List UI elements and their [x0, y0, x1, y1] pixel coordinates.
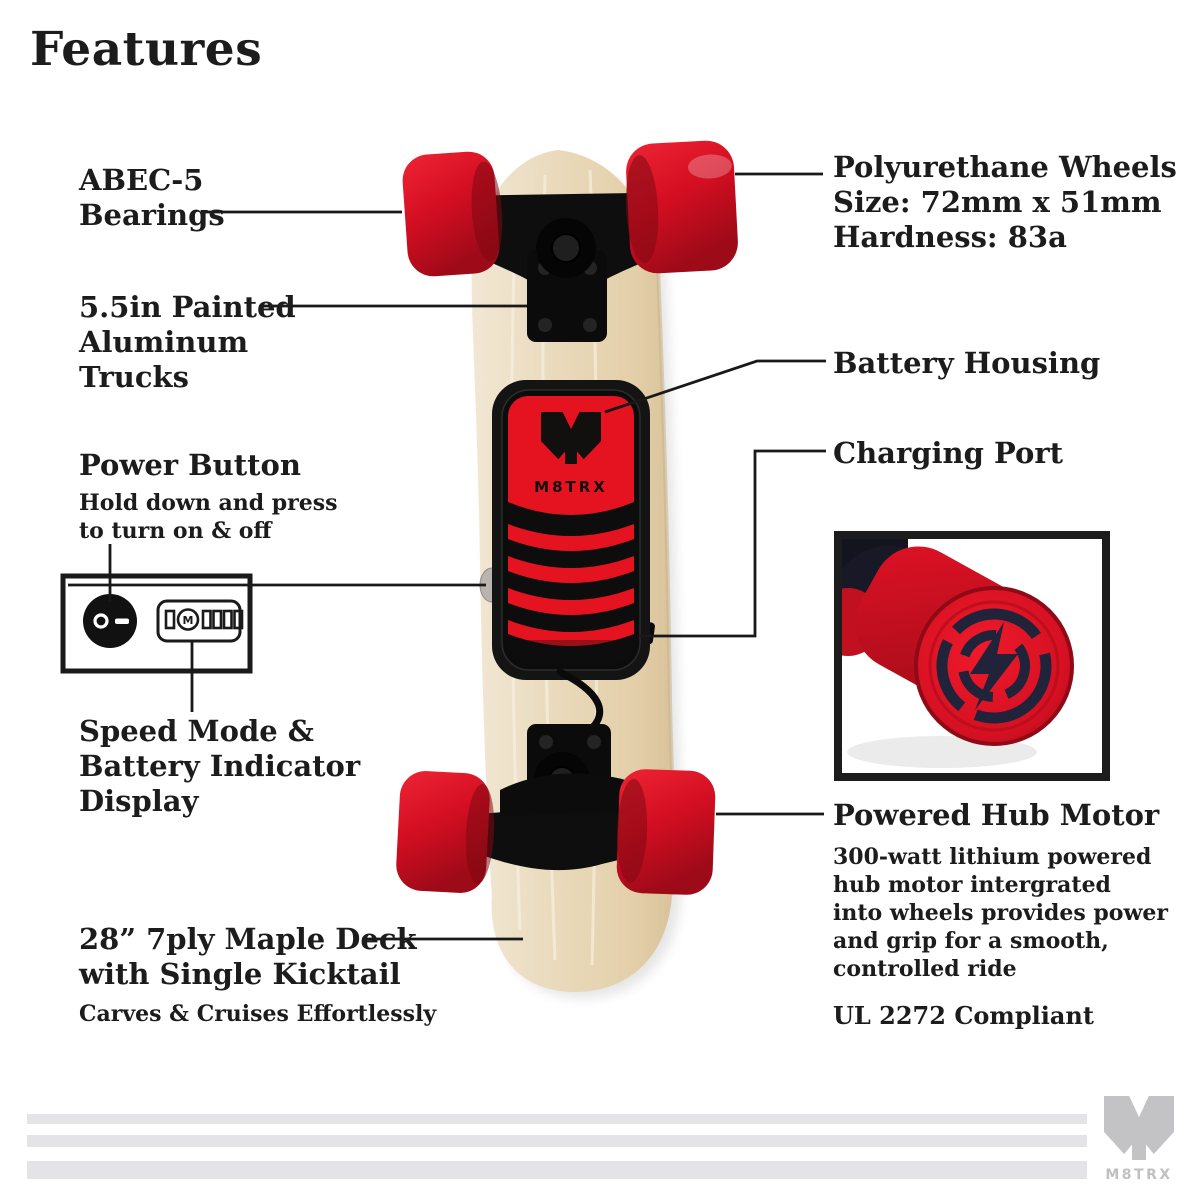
label-deck: 28” 7ply Maple Deck with Single Kicktail Carves & Cruises Effortlessly	[79, 922, 437, 1027]
label-power-button: Power Button Hold down and press to turn on & off	[79, 448, 338, 544]
battery-housing	[492, 380, 650, 680]
label-hub-motor: Powered Hub Motor 300-watt lithium powered hub motor intergrated into wheels provides power and grip for a smooth, controlled ride UL 2272 Compliant	[833, 798, 1168, 1030]
rear-left-wheel	[395, 770, 497, 895]
rear-right-wheel	[615, 768, 716, 895]
power-button-icon	[83, 594, 137, 648]
page-title: Features	[30, 22, 263, 77]
label-bearings: ABEC-5 Bearings	[79, 163, 225, 232]
front-left-wheel	[401, 150, 506, 278]
battery-wordmark: M8TRX	[534, 478, 608, 496]
brand-wordmark: M8TRX	[1105, 1167, 1173, 1183]
power-panel-diagram	[63, 576, 486, 671]
display-m-label: M	[182, 614, 194, 627]
front-right-wheel	[623, 139, 740, 275]
label-ul-compliance: UL 2272 Compliant	[833, 1001, 1094, 1030]
label-wheels: Polyurethane Wheels Size: 72mm x 51mm Hardness: 83a	[833, 150, 1177, 254]
hub-motor-inset	[814, 527, 1106, 777]
footer-stripes	[27, 1114, 1087, 1179]
speed-battery-display-icon	[158, 601, 242, 641]
label-charging-port: Charging Port	[833, 436, 1064, 470]
label-display: Speed Mode & Battery Indicator Display	[79, 714, 361, 818]
label-trucks: 5.5in Painted Aluminum Trucks	[79, 290, 296, 394]
label-battery-housing: Battery Housing	[833, 346, 1101, 380]
brand-logo	[1104, 1096, 1174, 1183]
